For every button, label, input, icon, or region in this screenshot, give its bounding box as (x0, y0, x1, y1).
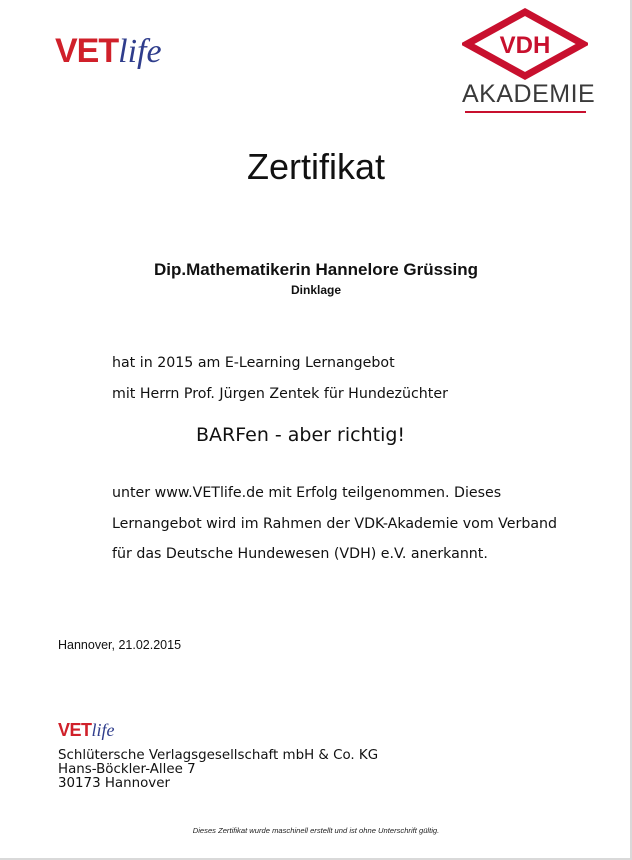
vetlife-logo-small-vet: VET (58, 720, 92, 740)
body-line-2: mit Herrn Prof. Jürgen Zentek für Hundezüchter (112, 386, 448, 402)
body-line-4: Lernangebot wird im Rahmen der VDK-Akademie vom Verband (112, 516, 558, 532)
vetlife-logo-vet: VET (55, 32, 119, 70)
footer-note: Dieses Zertifikat wurde maschinell erstellt und ist ohne Unterschrift gültig. (192, 826, 440, 835)
recipient-city: Dinklage (290, 283, 341, 297)
publisher-city: 30173 Hannover (58, 776, 170, 791)
body-line-1: hat in 2015 am E-Learning Lernangebot (112, 355, 395, 371)
vetlife-logo (55, 32, 162, 71)
body-line-5: für das Deutsche Hundewesen (VDH) e.V. anerkannt. (112, 546, 488, 562)
vdh-logo-underline (465, 111, 586, 113)
vetlife-logo-small (58, 720, 115, 741)
issue-date: Hannover, 21.02.2015 (58, 638, 182, 652)
publisher-name: Schlütersche Verlagsgesellschaft mbH & Co. KG (58, 748, 379, 763)
vdh-logo-text: AKADEMIE (462, 80, 596, 108)
body-line-3: unter www.VETlife.de mit Erfolg teilgenommen. Dieses (112, 485, 502, 501)
recipient-name: Dip.Mathematikerin Hannelore Grüssing (153, 260, 478, 279)
vdh-logo-mark: VDH (499, 32, 551, 59)
course-title: BARFen - aber richtig! (196, 424, 406, 446)
vetlife-logo-small-life: life (91, 720, 115, 740)
certificate-title: Zertifikat (246, 146, 386, 187)
publisher-street: Hans-Böckler-Allee 7 (58, 762, 196, 777)
vetlife-logo-life: life (118, 33, 162, 70)
